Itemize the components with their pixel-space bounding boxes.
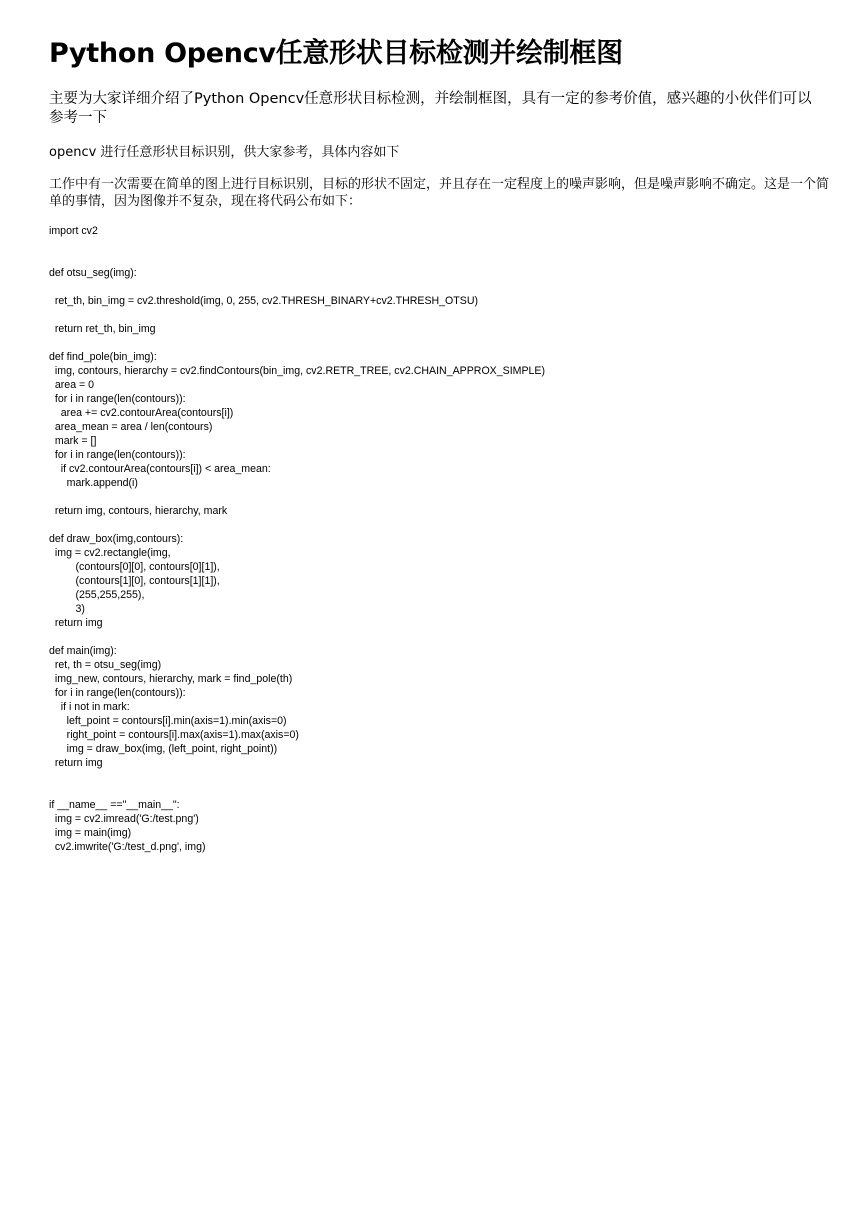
code-line: return ret_th, bin_img bbox=[49, 323, 156, 335]
code-line: area_mean = area / len(contours) bbox=[49, 421, 213, 433]
paragraph-description: 工作中有一次需要在简单的图上进行目标识别，目标的形状不固定，并且存在一定程度上的噪声影响，但是噪声影响不确定。这是一个简单的事情，因为图像并不复杂，现在将代码公布如下： bbox=[49, 177, 830, 209]
page-title: Python Opencv任意形状目标检测并绘制框图 bbox=[49, 38, 623, 69]
code-line bbox=[49, 280, 839, 294]
code-line: img_new, contours, hierarchy, mark = find_pole(th) bbox=[49, 673, 293, 685]
code-line bbox=[49, 252, 839, 266]
code-line bbox=[49, 784, 839, 798]
code-line: (255,255,255), bbox=[49, 589, 145, 601]
code-line: for i in range(len(contours)): bbox=[49, 449, 186, 461]
code-line: area += cv2.contourArea(contours[i]) bbox=[49, 407, 234, 419]
document-page bbox=[49, 36, 839, 854]
code-line bbox=[49, 518, 839, 532]
code-line: img = cv2.imread('G:/test.png') bbox=[49, 813, 199, 825]
code-line: import cv2 bbox=[49, 225, 98, 237]
code-line: right_point = contours[i].max(axis=1).max(axis=0) bbox=[49, 729, 299, 741]
code-line: def draw_box(img,contours): bbox=[49, 533, 184, 545]
code-line: (contours[0][0], contours[0][1]), bbox=[49, 561, 220, 573]
code-line: def main(img): bbox=[49, 645, 117, 657]
code-line: if cv2.contourArea(contours[i]) < area_mean: bbox=[49, 463, 271, 475]
code-line: mark = [] bbox=[49, 435, 97, 447]
code-line: img = cv2.rectangle(img, bbox=[49, 547, 171, 559]
code-line bbox=[49, 770, 839, 784]
code-line: ret_th, bin_img = cv2.threshold(img, 0, 255, cv2.THRESH_BINARY+cv2.THRESH_OTSU) bbox=[49, 295, 479, 307]
code-line: return img, contours, hierarchy, mark bbox=[49, 505, 228, 517]
code-line: img = main(img) bbox=[49, 827, 132, 839]
code-line: return img bbox=[49, 617, 103, 629]
code-line bbox=[49, 308, 839, 322]
code-line bbox=[49, 238, 839, 252]
code-line: cv2.imwrite('G:/test_d.png', img) bbox=[49, 841, 206, 853]
code-line bbox=[49, 630, 839, 644]
code-line: def find_pole(bin_img): bbox=[49, 351, 157, 363]
code-line: left_point = contours[i].min(axis=1).min(axis=0) bbox=[49, 715, 287, 727]
code-line: (contours[1][0], contours[1][1]), bbox=[49, 575, 220, 587]
code-line: ret, th = otsu_seg(img) bbox=[49, 659, 162, 671]
code-line: return img bbox=[49, 757, 103, 769]
code-line: area = 0 bbox=[49, 379, 95, 391]
code-line bbox=[49, 490, 839, 504]
code-line: mark.append(i) bbox=[49, 477, 138, 489]
code-line: img = draw_box(img, (left_point, right_point)) bbox=[49, 743, 278, 755]
code-line: for i in range(len(contours)): bbox=[49, 393, 186, 405]
code-line: if i not in mark: bbox=[49, 701, 130, 713]
code-line: img, contours, hierarchy = cv2.findContours(bin_img, cv2.RETR_TREE, cv2.CHAIN_APPROX_SIMPLE) bbox=[49, 365, 546, 377]
code-block bbox=[49, 224, 839, 854]
code-line bbox=[49, 336, 839, 350]
article-summary: 主要为大家详细介绍了Python Opencv任意形状目标检测，并绘制框图，具有一定的参考价值，感兴趣的小伙伴们可以参考一下 bbox=[49, 91, 812, 126]
code-line: 3) bbox=[49, 603, 85, 615]
code-line: if __name__ =="__main__": bbox=[49, 799, 180, 811]
paragraph-intro: opencv 进行任意形状目标识别，供大家参考，具体内容如下 bbox=[49, 145, 400, 160]
code-line: def otsu_seg(img): bbox=[49, 267, 137, 279]
code-line: for i in range(len(contours)): bbox=[49, 687, 186, 699]
